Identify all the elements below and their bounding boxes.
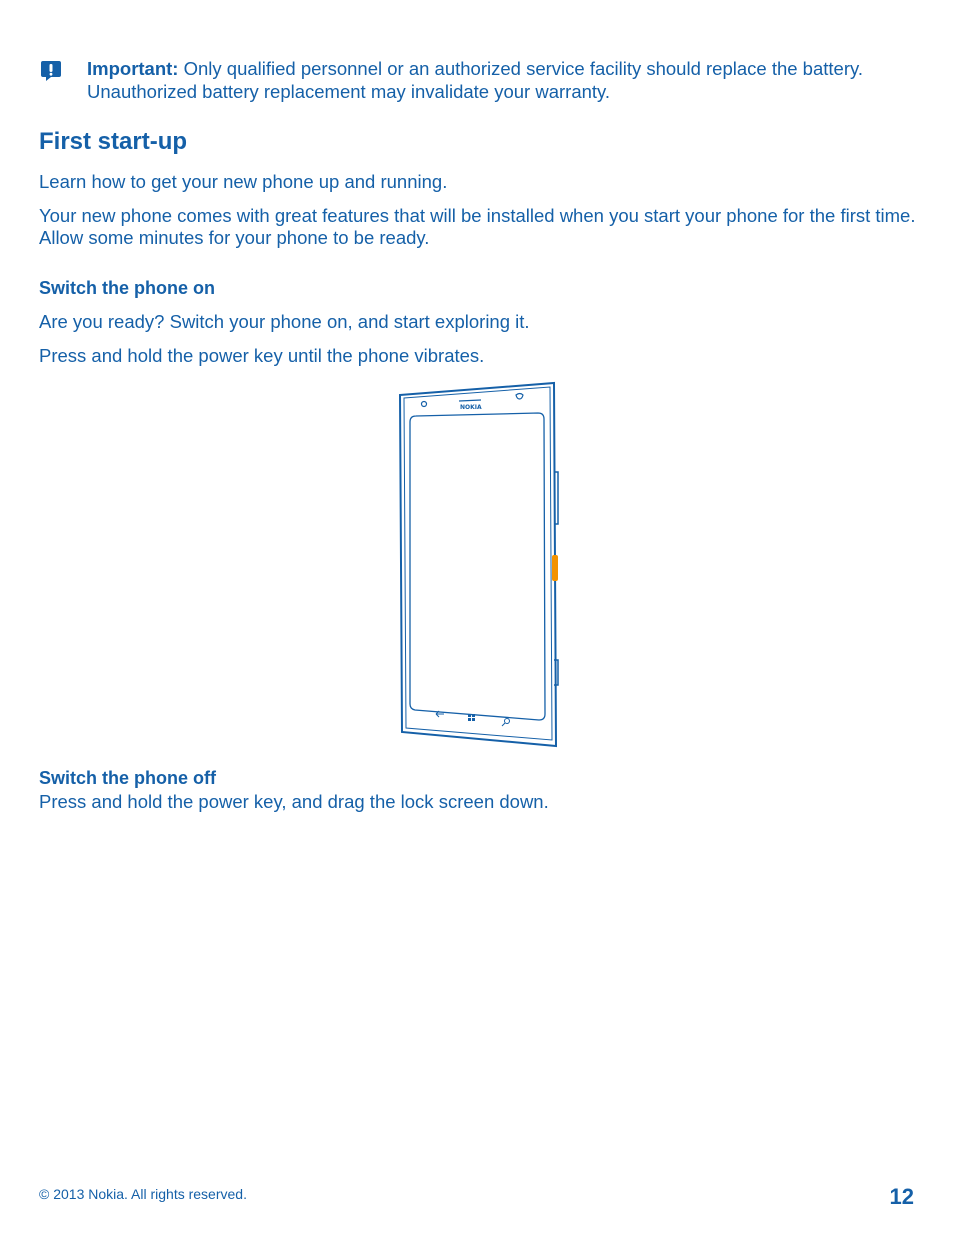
copyright: © 2013 Nokia. All rights reserved.	[39, 1186, 247, 1202]
section-title: First start-up	[39, 128, 188, 155]
sensor-icon	[516, 394, 523, 400]
switch-on-line1: Are you ready? Switch your phone on, and start exploring it.	[39, 311, 530, 332]
switch-on-heading: Switch the phone on	[39, 278, 215, 298]
important-label: Important:	[87, 58, 179, 79]
page-number: 12	[889, 1184, 914, 1209]
exclamation-icon	[39, 59, 63, 83]
phone-screen	[410, 413, 545, 720]
front-camera-icon	[422, 402, 427, 407]
search-key-icon	[502, 719, 510, 727]
power-key	[552, 555, 558, 581]
speaker-grille	[459, 400, 481, 401]
important-body: Only qualified personnel or an authorized service facility should replace the battery. Unauthorized battery replacement may invalidate your warranty.	[87, 58, 864, 102]
switch-off-heading: Switch the phone off	[39, 768, 216, 788]
important-note-text	[87, 57, 927, 103]
phone-illustration	[396, 380, 560, 750]
phone-body-inner	[404, 387, 552, 740]
switch-on-line2: Press and hold the power key until the phone vibrates.	[39, 345, 485, 366]
section-intro: Learn how to get your new phone up and running.	[39, 171, 448, 192]
phone-body-outline	[400, 383, 556, 746]
switch-off-line1: Press and hold the power key, and drag the lock screen down.	[39, 791, 549, 812]
section-body: Your new phone comes with great features that will be installed when you start your phone for the first time. Allow some minutes for your phone to be ready.	[39, 205, 916, 248]
brand-logo: NOKIA	[460, 404, 482, 411]
